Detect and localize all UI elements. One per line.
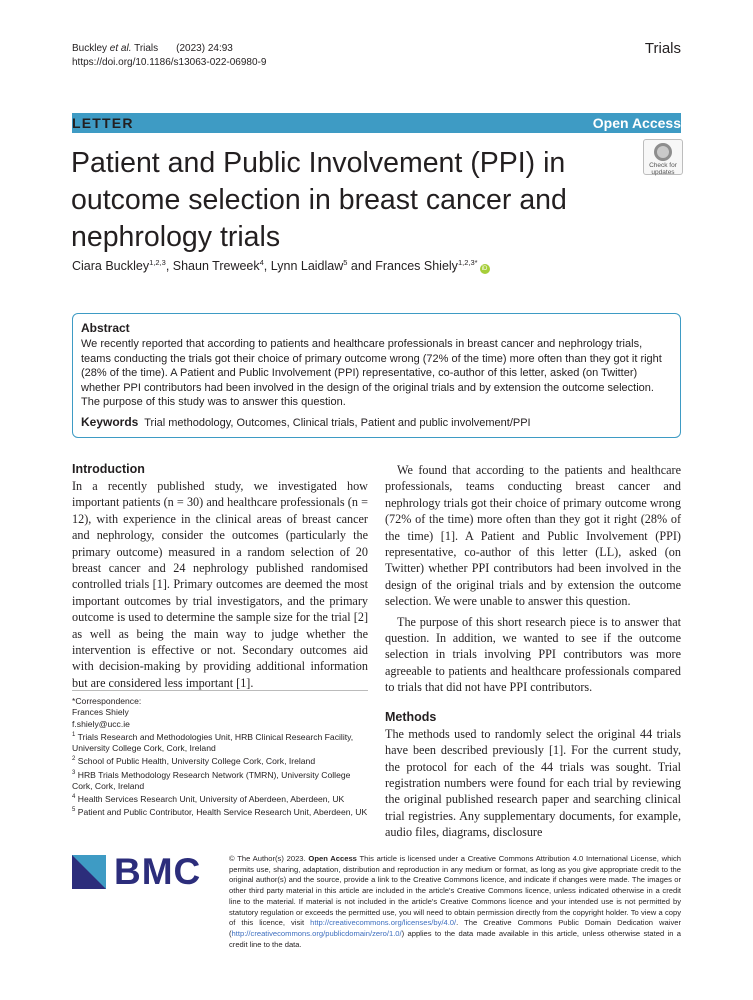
journal-name: Trials (644, 40, 681, 57)
license-text: © The Author(s) 2023. Open Access This article is licensed under a Creative Commons Attribution 4.0 International License, which permits use, sharing, adaptation, distribution and reproduction in any medium or format, as long as you give appropriate credit to the original author(s) and the source, provide a link to the Creative Commons licence, and indicate if changes were made. The images or other third party material in this article are included in the article's Creative Commons licence, unless indicated otherwise in a credit line to the material. If material is not included in the article's Creative Commons licence and your intended use is not permitted by statutory regulation or exceeds the permitted use, you will need to obtain permission directly from the copyright holder. To view a copy of this licence, visit http://creativecommons.org/licenses/by/4.0/. The Creative Commons Public Domain Dedication waiver (http://creativecommons.org/publicdomain/zero/1.0/) applies to the data made available in this article, unless otherwise stated in a credit line to the data. (229, 854, 682, 949)
correspondence-email[interactable]: f.shiely@ucc.ie (72, 718, 130, 729)
check-for-updates-button[interactable] (643, 139, 683, 175)
author-name: Lynn Laidlaw (270, 259, 344, 274)
article-type: LETTER (72, 115, 134, 131)
check-updates-label: Check for updates (649, 162, 677, 176)
citation-volume: (2023) 24:93 (176, 43, 233, 54)
check-updates-icon (654, 143, 672, 161)
orcid-icon[interactable]: iD (480, 264, 490, 274)
body-paragraph: We found that according to the patients and healthcare professionals, teams conducting breast cancer and nephrology trials got their choice of primary outcome wrong (72% of the time) more often than they got it right (28% of the time) [1]. A Patient and Public Involvement (PPI) representative, co-author of this letter (LL), asked (on Twitter) whether PPI contributors had been involved in the design of the original trials and by extension the outcome selection. We were unable to answer this question. (385, 463, 681, 609)
affiliation: $^5$ Patient and Public Contributor, Health Service Research Unit, Aberdeen, UK (72, 806, 368, 817)
author-list: Ciara Buckley$^{1,2,3}$, Shaun Treweek$^4$, Lynn Laidlaw$^5$ and Frances Shiely$^{1,2,3*}$iD (72, 258, 490, 274)
left-column (72, 462, 368, 691)
correspondence-name: Frances Shiely (72, 707, 129, 718)
affiliation: $^3$ HRB Trials Methodology Research Network (TMRN), University College Cork, Cork, Ireland (72, 769, 351, 791)
doi-link[interactable]: https://doi.org/10.1186/s13063-022-06980-9 (72, 57, 267, 68)
author-affil: 4 (259, 258, 264, 267)
body-paragraph: The purpose of this short research piece is to answer that question. In addition, we wanted to see if the outcome selection in trials involving PPI contributors was more agreeable to patients and healthcare professionals compared to trials that did not have PPI contributors. (385, 614, 681, 695)
license-link[interactable]: http://creativecommons.org/licenses/by/4.0/ (310, 918, 457, 928)
author-name: Frances Shiely (375, 259, 458, 274)
affiliation: $^2$ School of Public Health, University College Cork, Cork, Ireland (72, 756, 316, 767)
abstract-text: We recently reported that according to patients and healthcare professionals in breast cancer and nephrology trials, teams conducting the trials got their choice of primary outcome wrong (72% of the time) more often than they got it right (28% of the time). A Patient and Public Involvement (PPI) representative, co-author of this letter, asked (on Twitter) whether PPI contributors had been involved in the design of the original trials and by extension the outcome selection. The purpose of this study was to answer this question. (81, 338, 662, 408)
author-affil: 1,2,3 (149, 258, 166, 267)
citation-journal: Trials (131, 43, 159, 54)
abstract-heading: Abstract (81, 321, 130, 335)
author-affil: 1,2,3* (457, 258, 478, 267)
bmc-logo (72, 851, 212, 892)
intro-paragraph: In a recently published study, we investigated how important patients (n = 30) and healthcare professionals (n = 12), with experience in the clinical areas of breast cancer and nephrology, consider the outcomes (particularly the primary outcome) measured in a random selection of 20 breast cancer and 24 nephrology published randomised controlled trials [1]. Primary outcomes are deemed the most important outcomes by trial investigators, and the primary outcome is used to determine the sample size for the trial [2] as well as being the main way to judge whether the intervention is effective or not. Secondary outcomes aid with decision-making by providing additional information but are considered less important [1]. (72, 479, 368, 690)
citation-authors: Buckley (72, 43, 110, 54)
running-header (72, 42, 266, 70)
methods-paragraph: The methods used to randomly select the original 44 trials have been described previously [1]. For the current study, the protocol for each of the 44 trials was sought. Trial registration numbers were found for each trial by reviewing the original published research paper and searching clinical trial registries. Any supplementary documents, for example, audio files, diagrams, disclosure (385, 726, 681, 840)
affiliation: $^1$ Trials Research and Methodologies Unit, HRB Clinical Research Facility, University College Cork, Cork, Ireland (72, 731, 354, 754)
correspondence-notes (72, 690, 368, 818)
bmc-logo-text: BMC (114, 851, 202, 892)
keywords-text: Trial methodology, Outcomes, Clinical trials, Patient and public involvement/PPI (144, 416, 531, 429)
author-affil: 5 (343, 258, 348, 267)
keywords-label: Keywords (81, 414, 139, 429)
author-name: Ciara Buckley (72, 259, 150, 274)
right-column (385, 462, 681, 841)
correspondence-label: *Correspondence: (72, 696, 142, 706)
methods-heading: Methods (385, 709, 437, 724)
keywords (81, 415, 672, 431)
intro-heading: Introduction (72, 462, 145, 476)
open-access-label: Open Access (592, 115, 681, 131)
article-type-bar (72, 113, 681, 133)
affiliation: $^4$ Health Services Research Unit, University of Aberdeen, Aberdeen, UK (72, 793, 345, 804)
public-domain-link[interactable]: http://creativecommons.org/publicdomain/zero/1.0/ (231, 928, 402, 938)
article-title: Patient and Public Involvement (PPI) in outcome selection in breast cancer and nephrology trials (71, 147, 567, 253)
citation-etal: et al. (109, 43, 132, 54)
abstract-box (72, 313, 681, 438)
author-name: Shaun Treweek (172, 259, 260, 274)
